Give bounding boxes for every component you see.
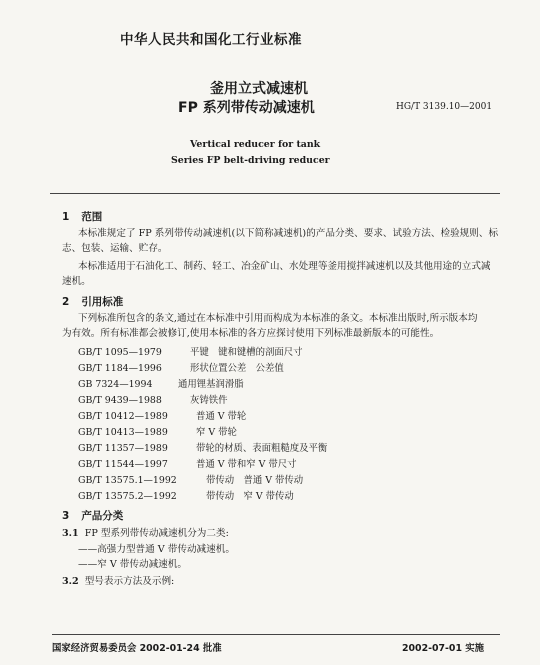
approval-text: 国家经济贸易委员会 2002-01-24 批准 (52, 643, 222, 654)
subsection-number: 3.1 (62, 528, 79, 539)
reference-item (78, 488, 294, 502)
reference-title: 通用锂基润滑脂 (178, 379, 244, 390)
section-1-para2-line1: 本标准适用于石油化工、制药、轻工、冶金矿山、水处理等釜用搅拌减速机以及其他用途的立式减 (78, 261, 491, 272)
reference-title: 带传动 普通 V 带传动 (206, 475, 304, 486)
section-1-heading (62, 209, 102, 224)
reference-title: 带轮的材质、表面粗糙度及平衡 (196, 443, 328, 454)
reference-code: GB/T 11357—1989 (78, 443, 168, 454)
reference-title: 窄 V 带轮 (196, 427, 237, 438)
english-title-line2: Series FP belt-driving reducer (171, 155, 330, 166)
reference-item (78, 440, 327, 454)
reference-title: 普通 V 带轮 (196, 411, 247, 422)
reference-title: 形状位置公差 公差值 (190, 363, 284, 374)
reference-item (78, 408, 246, 422)
reference-code: GB/T 1184—1996 (78, 363, 162, 374)
reference-title: 带传动 窄 V 带传动 (206, 491, 294, 502)
section-title: 范围 (81, 211, 103, 223)
subsection-number: 3.2 (62, 576, 79, 587)
implementation-date: 2002-07-01 实施 (402, 643, 484, 654)
reference-code: GB/T 10412—1989 (78, 411, 168, 422)
section-2-heading (62, 294, 123, 309)
subsection-text: FP 型系列带传动减速机分为二类: (84, 528, 229, 539)
reference-title: 平键 键和键槽的剖面尺寸 (190, 347, 303, 358)
section-3-heading (62, 508, 123, 523)
reference-title: 普通 V 带和窄 V 带尺寸 (196, 459, 297, 470)
reference-item (78, 360, 284, 374)
subsection-text: 型号表示方法及示例: (84, 576, 175, 587)
section-title: 产品分类 (81, 510, 124, 522)
section-1-para2-line2: 速机。 (62, 276, 91, 287)
section-1-para1-line1: 本标准规定了 FP 系列带传动减速机(以下简称减速机)的产品分类、要求、试验方法、检验规则、标 (78, 228, 499, 239)
reference-title: 灰铸铁件 (190, 395, 228, 406)
section-2-para-line2: 为有效。所有标准都会被修订,使用本标准的各方应探讨使用下列标准最新版本的可能性。 (62, 328, 440, 339)
footer-divider (52, 634, 500, 635)
reference-code: GB/T 1095—1979 (78, 347, 162, 358)
subsection-3-1-item-1: ——高强力型普通 V 带传动减速机。 (78, 544, 235, 555)
section-1-para1-line2: 志、包装、运输、贮存。 (62, 243, 168, 254)
reference-item (78, 392, 228, 406)
industry-standard-heading: 中华人民共和国化工行业标准 (120, 32, 302, 48)
reference-item (78, 376, 244, 390)
reference-item (78, 456, 296, 470)
reference-code: GB/T 11544—1997 (78, 459, 168, 470)
document-title-line2: FP 系列带传动减速机 (178, 100, 315, 116)
reference-code: GB/T 13575.2—1992 (78, 491, 177, 502)
subsection-3-1-item-2: ——窄 V 带传动减速机。 (78, 559, 187, 570)
reference-code: GB/T 13575.1—1992 (78, 475, 177, 486)
section-title: 引用标准 (81, 296, 124, 308)
reference-item (78, 472, 303, 486)
section-number: 2 (62, 296, 70, 308)
section-2-para-line1: 下列标准所包含的条文,通过在本标准中引用而构成为本标准的条文。本标准出版时,所示版本均 (78, 313, 478, 324)
english-title-line1: Vertical reducer for tank (190, 139, 321, 150)
header-divider (50, 193, 500, 194)
standard-number: HG/T 3139.10—2001 (396, 102, 493, 112)
reference-item (78, 344, 303, 358)
section-number: 1 (62, 211, 70, 223)
reference-item (78, 424, 237, 438)
section-number: 3 (62, 510, 70, 522)
reference-code: GB/T 9439—1988 (78, 395, 162, 406)
subsection-3-2 (62, 574, 174, 589)
subsection-3-1 (62, 526, 229, 541)
reference-code: GB/T 10413—1989 (78, 427, 168, 438)
reference-code: GB 7324—1994 (78, 379, 153, 390)
document-title-line1: 釜用立式减速机 (210, 81, 308, 97)
